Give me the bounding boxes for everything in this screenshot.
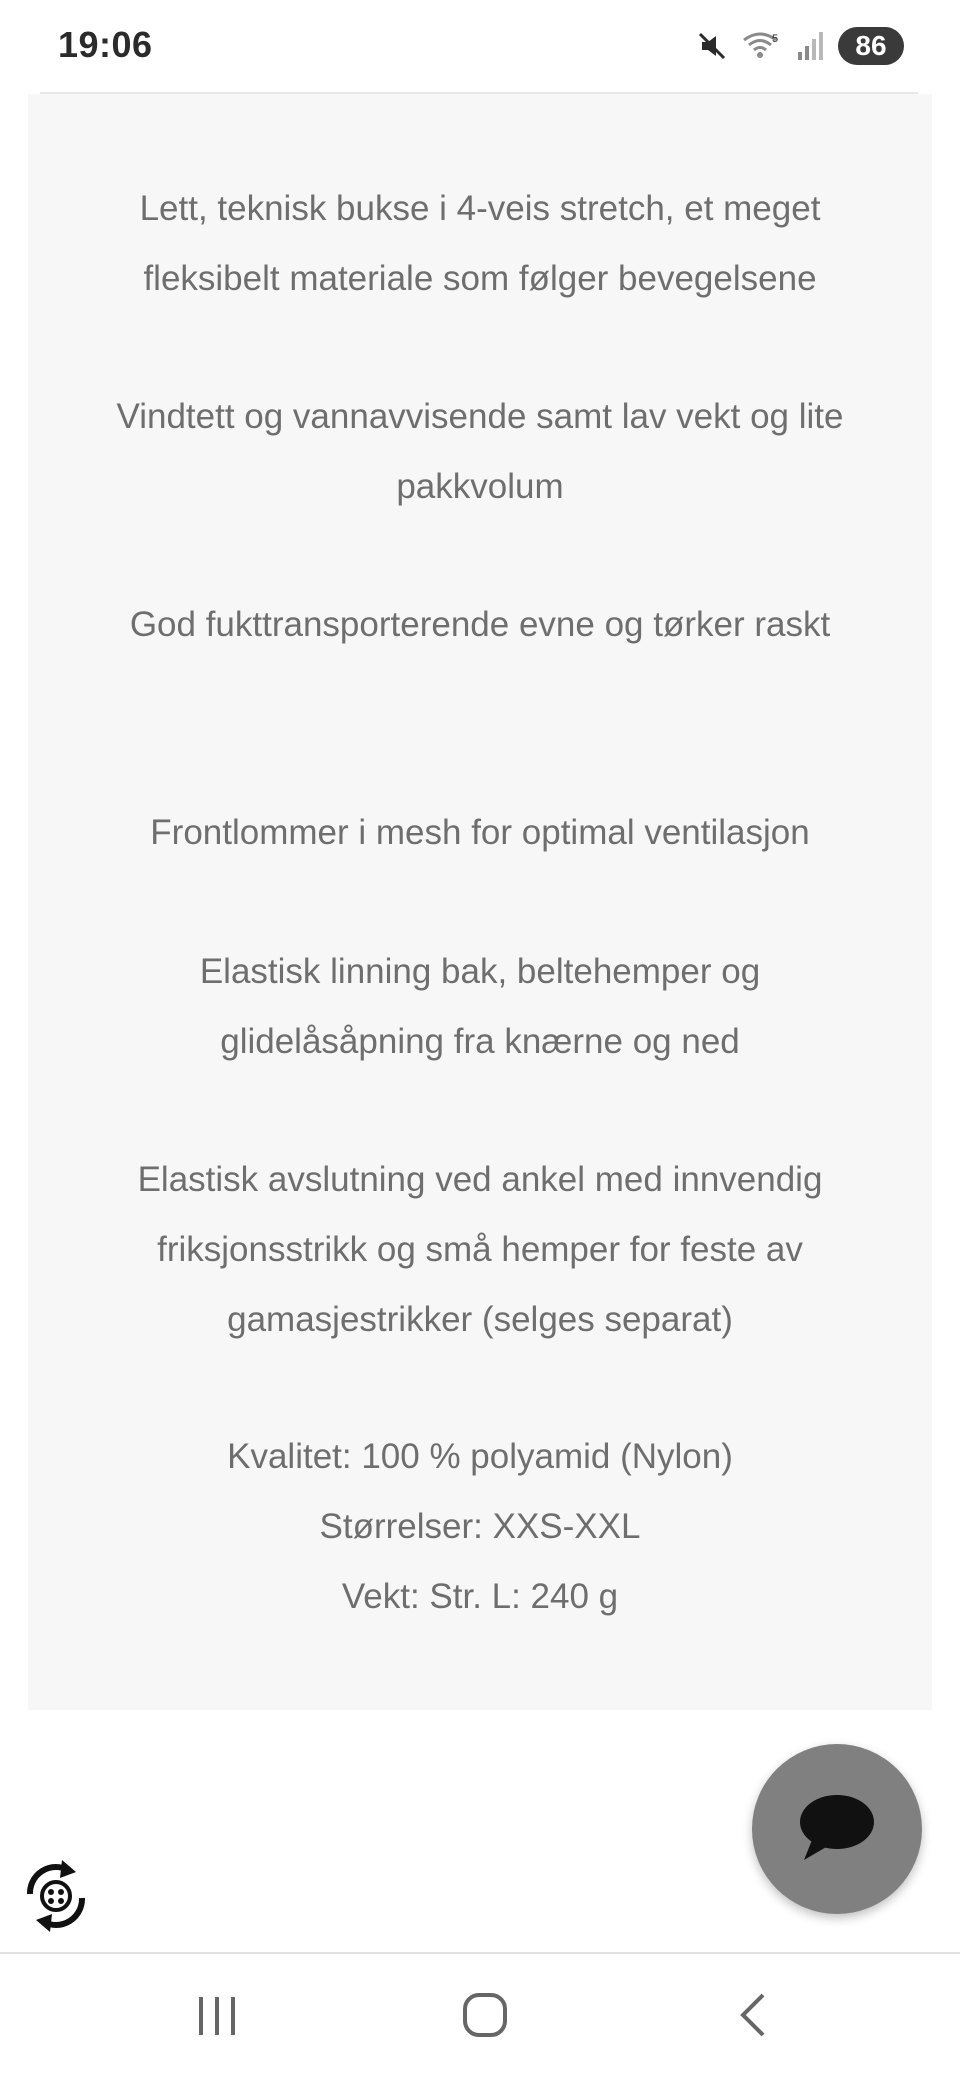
back-icon xyxy=(733,1990,773,2045)
back-button[interactable] xyxy=(718,1984,788,2050)
svg-text:5: 5 xyxy=(772,33,779,45)
recent-apps-icon xyxy=(193,1993,241,2042)
chat-bubble-icon xyxy=(798,1792,876,1867)
description-paragraph: Lett, teknisk bukse i 4-veis stretch, et meget fleksibelt materiale som følger bevegelsene xyxy=(139,189,821,298)
status-icons xyxy=(696,26,904,66)
recent-apps-button[interactable] xyxy=(182,1984,252,2050)
chat-button[interactable] xyxy=(752,1744,922,1914)
description-paragraph: God fukttransporterende evne og tørker raskt xyxy=(129,605,831,644)
description-paragraph: Vindtett og vannavvisende samt lav vekt og lite pakkvolum xyxy=(116,397,844,506)
description-paragraph: Elastisk linning bak, beltehemper og glidelåsåpning fra knærne og ned xyxy=(199,952,761,1061)
status-time: 19:06 xyxy=(58,24,153,65)
signal-icon xyxy=(796,30,824,62)
home-icon xyxy=(460,1990,510,2045)
reload-icon xyxy=(16,1923,96,1940)
home-button[interactable] xyxy=(450,1984,520,2050)
status-bar xyxy=(0,0,960,92)
battery-indicator: 86 xyxy=(838,27,904,65)
description-paragraph: Elastisk avslutning ved ankel med innvendig friksjonsstrikk og små hemper for feste av gamasjestrikker (selges separat) xyxy=(137,1160,823,1339)
wifi-icon xyxy=(742,30,782,62)
reload-widget[interactable] xyxy=(16,1856,96,1936)
description-paragraph: Frontlommer i mesh for optimal ventilasjon xyxy=(150,813,810,852)
mute-icon xyxy=(696,30,728,62)
spec-weight: Vekt: Str. L: 240 g xyxy=(341,1577,619,1616)
navigation-bar xyxy=(0,1954,960,2080)
product-description-panel xyxy=(28,94,932,1710)
spec-sizes: Størrelser: XXS-XXL xyxy=(319,1507,641,1546)
spec-quality: Kvalitet: 100 % polyamid (Nylon) xyxy=(227,1437,733,1476)
